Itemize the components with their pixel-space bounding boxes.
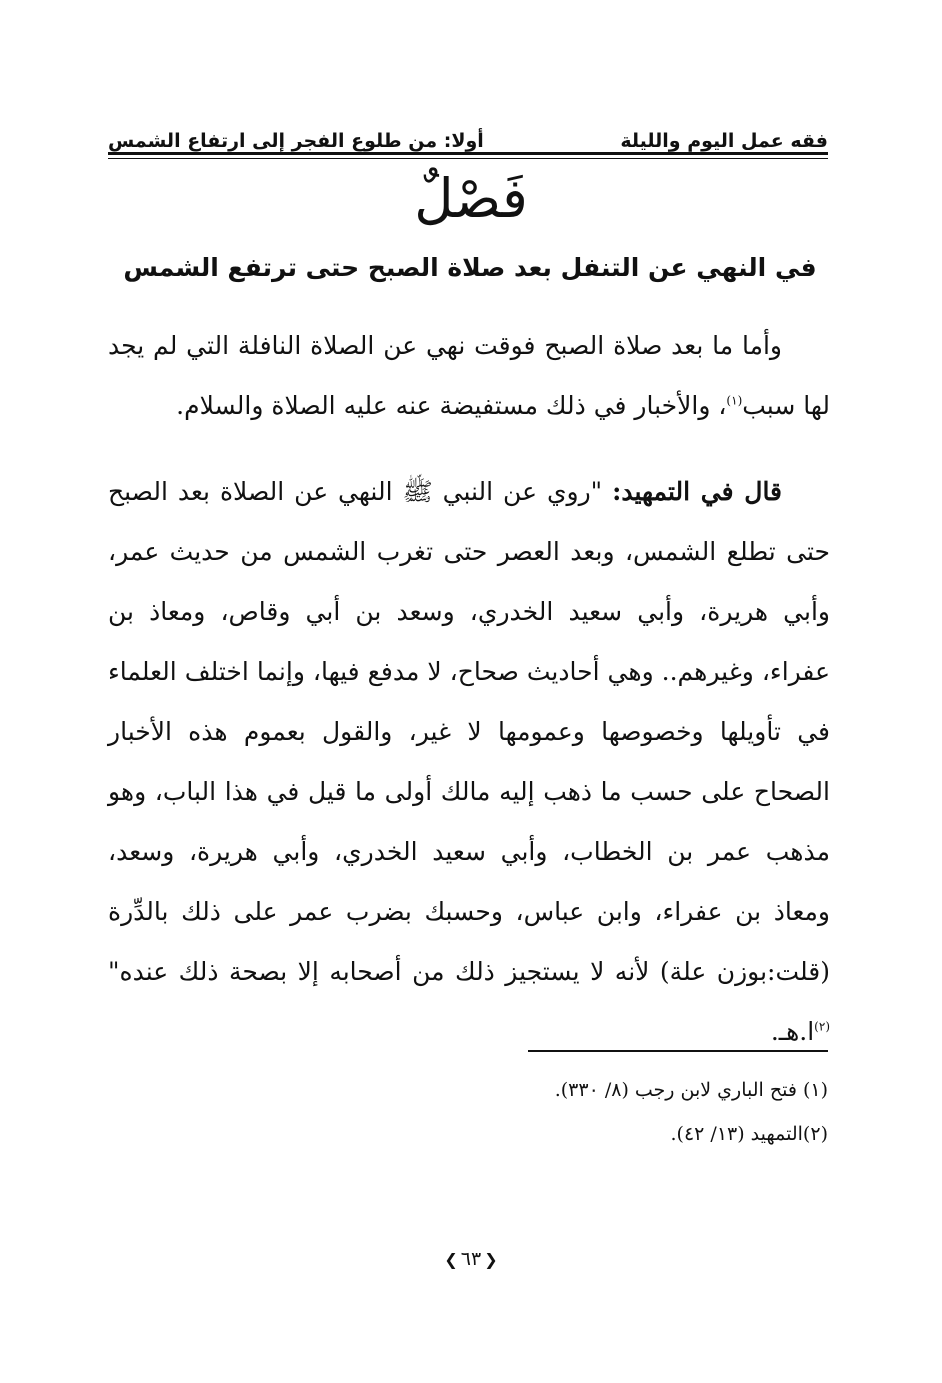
header-rule-thick	[108, 152, 828, 155]
ornament-right-icon: ❯	[484, 1250, 498, 1269]
quote-lead: قال في التمهيد:	[612, 477, 783, 506]
page-number: ٦٣	[460, 1248, 482, 1270]
chapter-title: أولا: من طلوع الفجر إلى ارتفاع الشمس	[108, 130, 484, 152]
footnote-ref-2: (٢)	[814, 1019, 830, 1034]
footnote-1: (١) فتح الباري لابن رجب (٨/ ٣٣٠).	[554, 1079, 828, 1101]
paragraph-2-text-end: ا.هـ.	[770, 1017, 815, 1046]
paragraph-1	[108, 316, 830, 436]
footnote-ref-1: (١)	[726, 393, 743, 408]
header-rule-thin	[108, 158, 828, 159]
section-heading-word: فَصْلٌ	[414, 167, 528, 230]
book-title: فقه عمل اليوم والليلة	[620, 130, 828, 152]
footnotes	[108, 1068, 828, 1156]
footnote-2: (٢)التمهيد (١٣/ ٤٢).	[670, 1123, 828, 1145]
page-number-block	[0, 1244, 942, 1275]
paragraph-1-text-end: ، والأخبار في ذلك مستفيضة عنه عليه الصلاة والسلام.	[176, 391, 727, 420]
footnote-separator	[528, 1050, 828, 1052]
paragraph-1-text: وأما ما بعد صلاة الصبح فوقت نهي عن الصلاة النافلة التي لم يجد لها سبب	[108, 331, 830, 420]
running-header	[108, 118, 828, 152]
paragraph-2-text: "روي عن النبي ﷺ النهي عن الصلاة بعد الصبح حتى تطلع الشمس، وبعد العصر حتى تغرب الشمس من حديث عمر، وأبي هريرة، وأبي سعيد الخدري، وسعد بن أبي وقاص، ومعاذ بن عفراء، وغيرهم.. وهي أحاديث صحاح، لا مدفع فيها، وإنما اختلف العلماء في تأويلها وخصوصها وعمومها لا غير، والقول بعموم هذه الأخبار الصحاح على حسب ما ذهب إليه مالك أولى ما قيل في هذا الباب، وهو مذهب عمر بن الخطاب، وأبي سعيد الخدري، وأبي هريرة، وسعد، ومعاذ بن عفراء، وابن عباس، وحسبك بضرب عمر على ذلك بالدِّرة (قلت:بوزن علة) لأنه لا يستجيز ذلك من أصحابه إلا بصحة ذلك عنده"	[108, 477, 830, 986]
paragraph-2	[108, 462, 830, 1062]
section-title: في النهي عن التنفل بعد صلاة الصبح حتى ترتفع الشمس	[123, 253, 817, 282]
ornament-left-icon: ❮	[444, 1250, 458, 1269]
